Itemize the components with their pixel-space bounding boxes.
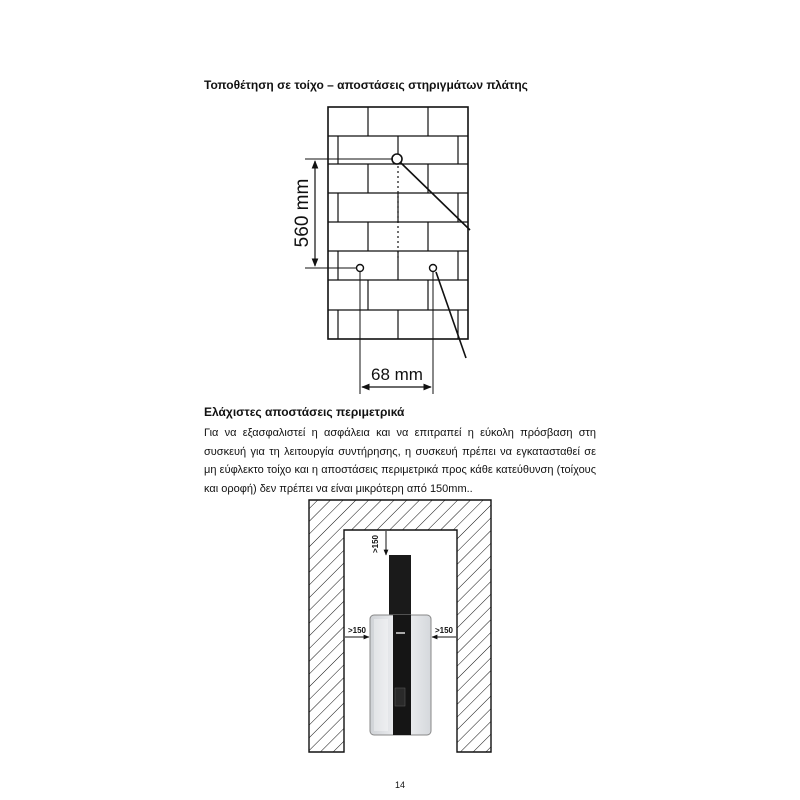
- clearance-paragraph: Για να εξασφαλιστεί η ασφάλεια και να επιτραπεί η εύκολη πρόσβαση στη συσκευή για τη λειτουργία συντήρησης, η συσκευή πρέπει να εγκατασταθεί σε μη εύφλεκτο τοίχο και η αποστάσεις περιμετρικά προς κάθε κατεύθυνση (τοίχους και οροφή) δεν πρέπει να είναι μικρότερη από 150mm..: [204, 427, 596, 495]
- clearance-diagram: [300, 492, 500, 762]
- wall-mounting-diagram: [280, 100, 480, 395]
- left-clearance: [345, 626, 369, 637]
- dimension-label-560: 560 mm: [292, 178, 313, 248]
- device-flue: [389, 555, 411, 617]
- right-clearance: [432, 626, 456, 637]
- bottom-left-hole: [357, 265, 364, 272]
- water-heater-device: [370, 615, 431, 735]
- section-heading-wall-mounting: Τοποθέτηση σε τοίχο – αποστάσεις στηριγμάτων πλάτης: [204, 78, 528, 92]
- section-heading-clearances: Ελάχιστες αποστάσεις περιμετρικά: [204, 405, 405, 419]
- clearance-label-left: >150: [347, 626, 367, 635]
- page-number: 14: [394, 780, 405, 790]
- dimension-label-68: 68 mm: [371, 365, 423, 384]
- clearance-label-right: >150: [434, 626, 454, 635]
- bottom-right-hole: [430, 265, 437, 272]
- top-clearance: [371, 531, 386, 555]
- clearance-label-top: >150: [371, 534, 380, 554]
